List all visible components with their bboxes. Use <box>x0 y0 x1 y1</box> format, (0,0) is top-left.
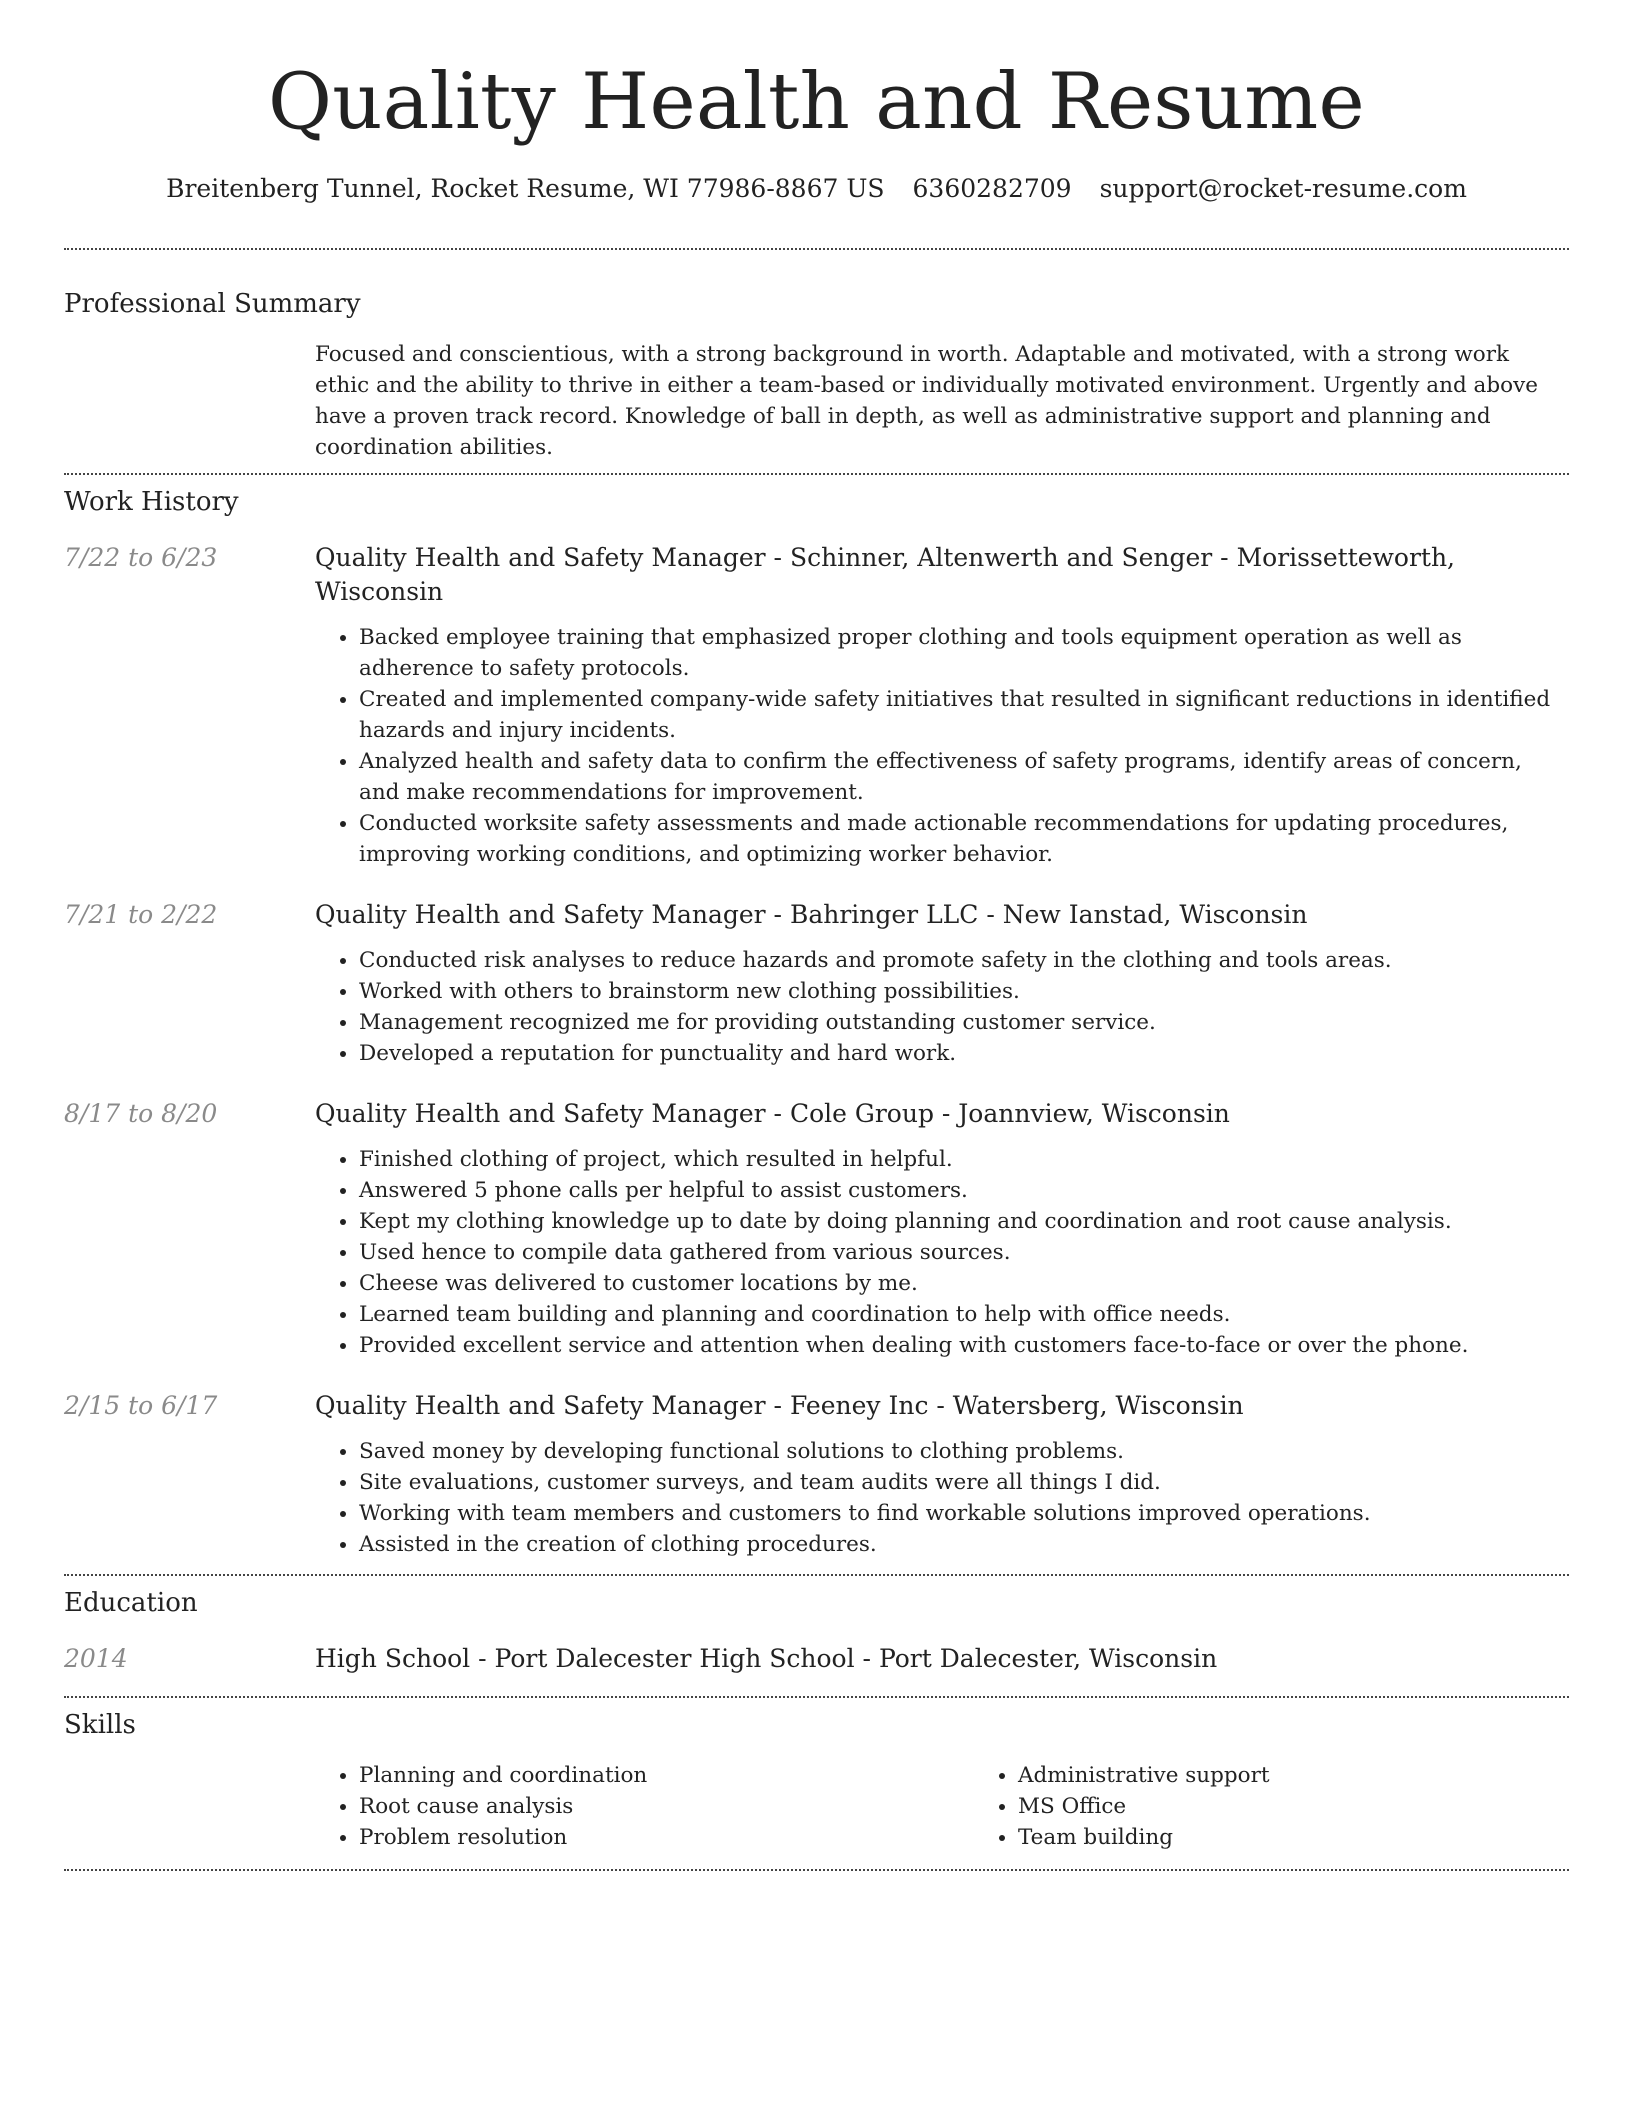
skill-item: • Problem resolution <box>359 1822 974 1853</box>
resume-name: Quality Health and Resume <box>267 57 1366 147</box>
education-heading: Education <box>64 1588 198 1618</box>
summary-text: Focused and conscientious, with a strong background in worth. Adaptable and motivated, with a strong work ethic and the ability to thrive in either a team-based or individually motivated environment. Urgently and above have a proven track record. Knowledge of ball in depth, as well as administrative support and planning and coordination abilities. <box>315 342 1538 460</box>
job-entry <box>64 898 1569 1069</box>
job-bullet: • Conducted worksite safety assessments and made actionable recommendations for updating procedures, improving working conditions, and optimizing worker behavior. <box>359 808 1569 870</box>
job-bullet: • Kept my clothing knowledge up to date by doing planning and coordination and root cause analysis. <box>359 1206 1569 1237</box>
job-bullet: • Answered 5 phone calls per helpful to assist customers. <box>359 1175 1569 1206</box>
education-year: 2014 <box>64 1644 128 1673</box>
job-bullet: • Cheese was delivered to customer locations by me. <box>359 1268 1569 1299</box>
job-bullet: • Used hence to compile data gathered from various sources. <box>359 1237 1569 1268</box>
job-dates: 2/15 to 6/17 <box>64 1391 218 1420</box>
job-title: Quality Health and Safety Manager - Schinner, Altenwerth and Senger - Morissetteworth, Wisconsin <box>315 543 1456 606</box>
job-bullet: • Conducted risk analyses to reduce hazards and promote safety in the clothing and tools areas. <box>359 945 1569 976</box>
job-title: Quality Health and Safety Manager - Feeney Inc - Watersberg, Wisconsin <box>315 1391 1244 1420</box>
skills-section <box>64 1698 1569 1853</box>
contact-line <box>64 172 1569 206</box>
job-bullet: • Saved money by developing functional solutions to clothing problems. <box>359 1436 1569 1467</box>
education-detail: High School - Port Dalecester High School - Port Dalecester, Wisconsin <box>315 1644 1218 1673</box>
job-dates: 8/17 to 8/20 <box>64 1099 218 1128</box>
skill-item: • Team building <box>1018 1822 1569 1853</box>
contact-phone: 6360282709 <box>912 174 1072 203</box>
job-dates: 7/21 to 2/22 <box>64 900 218 929</box>
skill-item: • Root cause analysis <box>359 1791 974 1822</box>
job-bullet: • Analyzed health and safety data to confirm the effectiveness of safety programs, identify areas of concern, and make recommendations for improvement. <box>359 746 1569 808</box>
job-bullet: • Assisted in the creation of clothing procedures. <box>359 1529 1569 1560</box>
skills-list <box>315 1760 1569 1853</box>
contact-address: Breitenberg Tunnel, Rocket Resume, WI 77986-8867 US <box>166 174 885 203</box>
job-bullet: • Backed employee training that emphasized proper clothing and tools equipment operation as well as adherence to safety protocols. <box>359 622 1569 684</box>
job-bullet: • Developed a reputation for punctuality and hard work. <box>359 1038 1569 1069</box>
skill-item: • MS Office <box>1018 1791 1569 1822</box>
job-bullet: • Worked with others to brainstorm new clothing possibilities. <box>359 976 1569 1007</box>
skills-heading: Skills <box>64 1710 136 1740</box>
job-title: Quality Health and Safety Manager - Bahringer LLC - New Ianstad, Wisconsin <box>315 900 1308 929</box>
skill-item: • Planning and coordination <box>359 1760 974 1791</box>
job-entry <box>64 541 1569 870</box>
job-bullet: • Created and implemented company-wide safety initiatives that resulted in significant reductions in identified hazards and injury incidents. <box>359 684 1569 746</box>
education-entry <box>64 1642 1569 1676</box>
work-history-section <box>64 475 1569 1560</box>
job-bullet: • Learned team building and planning and coordination to help with office needs. <box>359 1299 1569 1330</box>
summary-section <box>64 250 1569 463</box>
job-bullet: • Management recognized me for providing outstanding customer service. <box>359 1007 1569 1038</box>
summary-heading: Professional Summary <box>64 289 361 319</box>
job-dates: 7/22 to 6/23 <box>64 543 218 572</box>
job-bullet: • Site evaluations, customer surveys, and team audits were all things I did. <box>359 1467 1569 1498</box>
work-history-heading: Work History <box>64 487 239 517</box>
job-entry <box>64 1389 1569 1560</box>
job-title: Quality Health and Safety Manager - Cole Group - Joannview, Wisconsin <box>315 1099 1230 1128</box>
contact-email: support@rocket-resume.com <box>1099 174 1467 203</box>
skill-item: • Administrative support <box>1018 1760 1569 1791</box>
education-section <box>64 1576 1569 1676</box>
job-bullet: • Working with team members and customers to find workable solutions improved operations. <box>359 1498 1569 1529</box>
job-entry <box>64 1097 1569 1361</box>
job-bullet: • Finished clothing of project, which resulted in helpful. <box>359 1144 1569 1175</box>
job-bullet: • Provided excellent service and attention when dealing with customers face-to-face or over the phone. <box>359 1330 1569 1361</box>
section-divider <box>64 1869 1569 1871</box>
